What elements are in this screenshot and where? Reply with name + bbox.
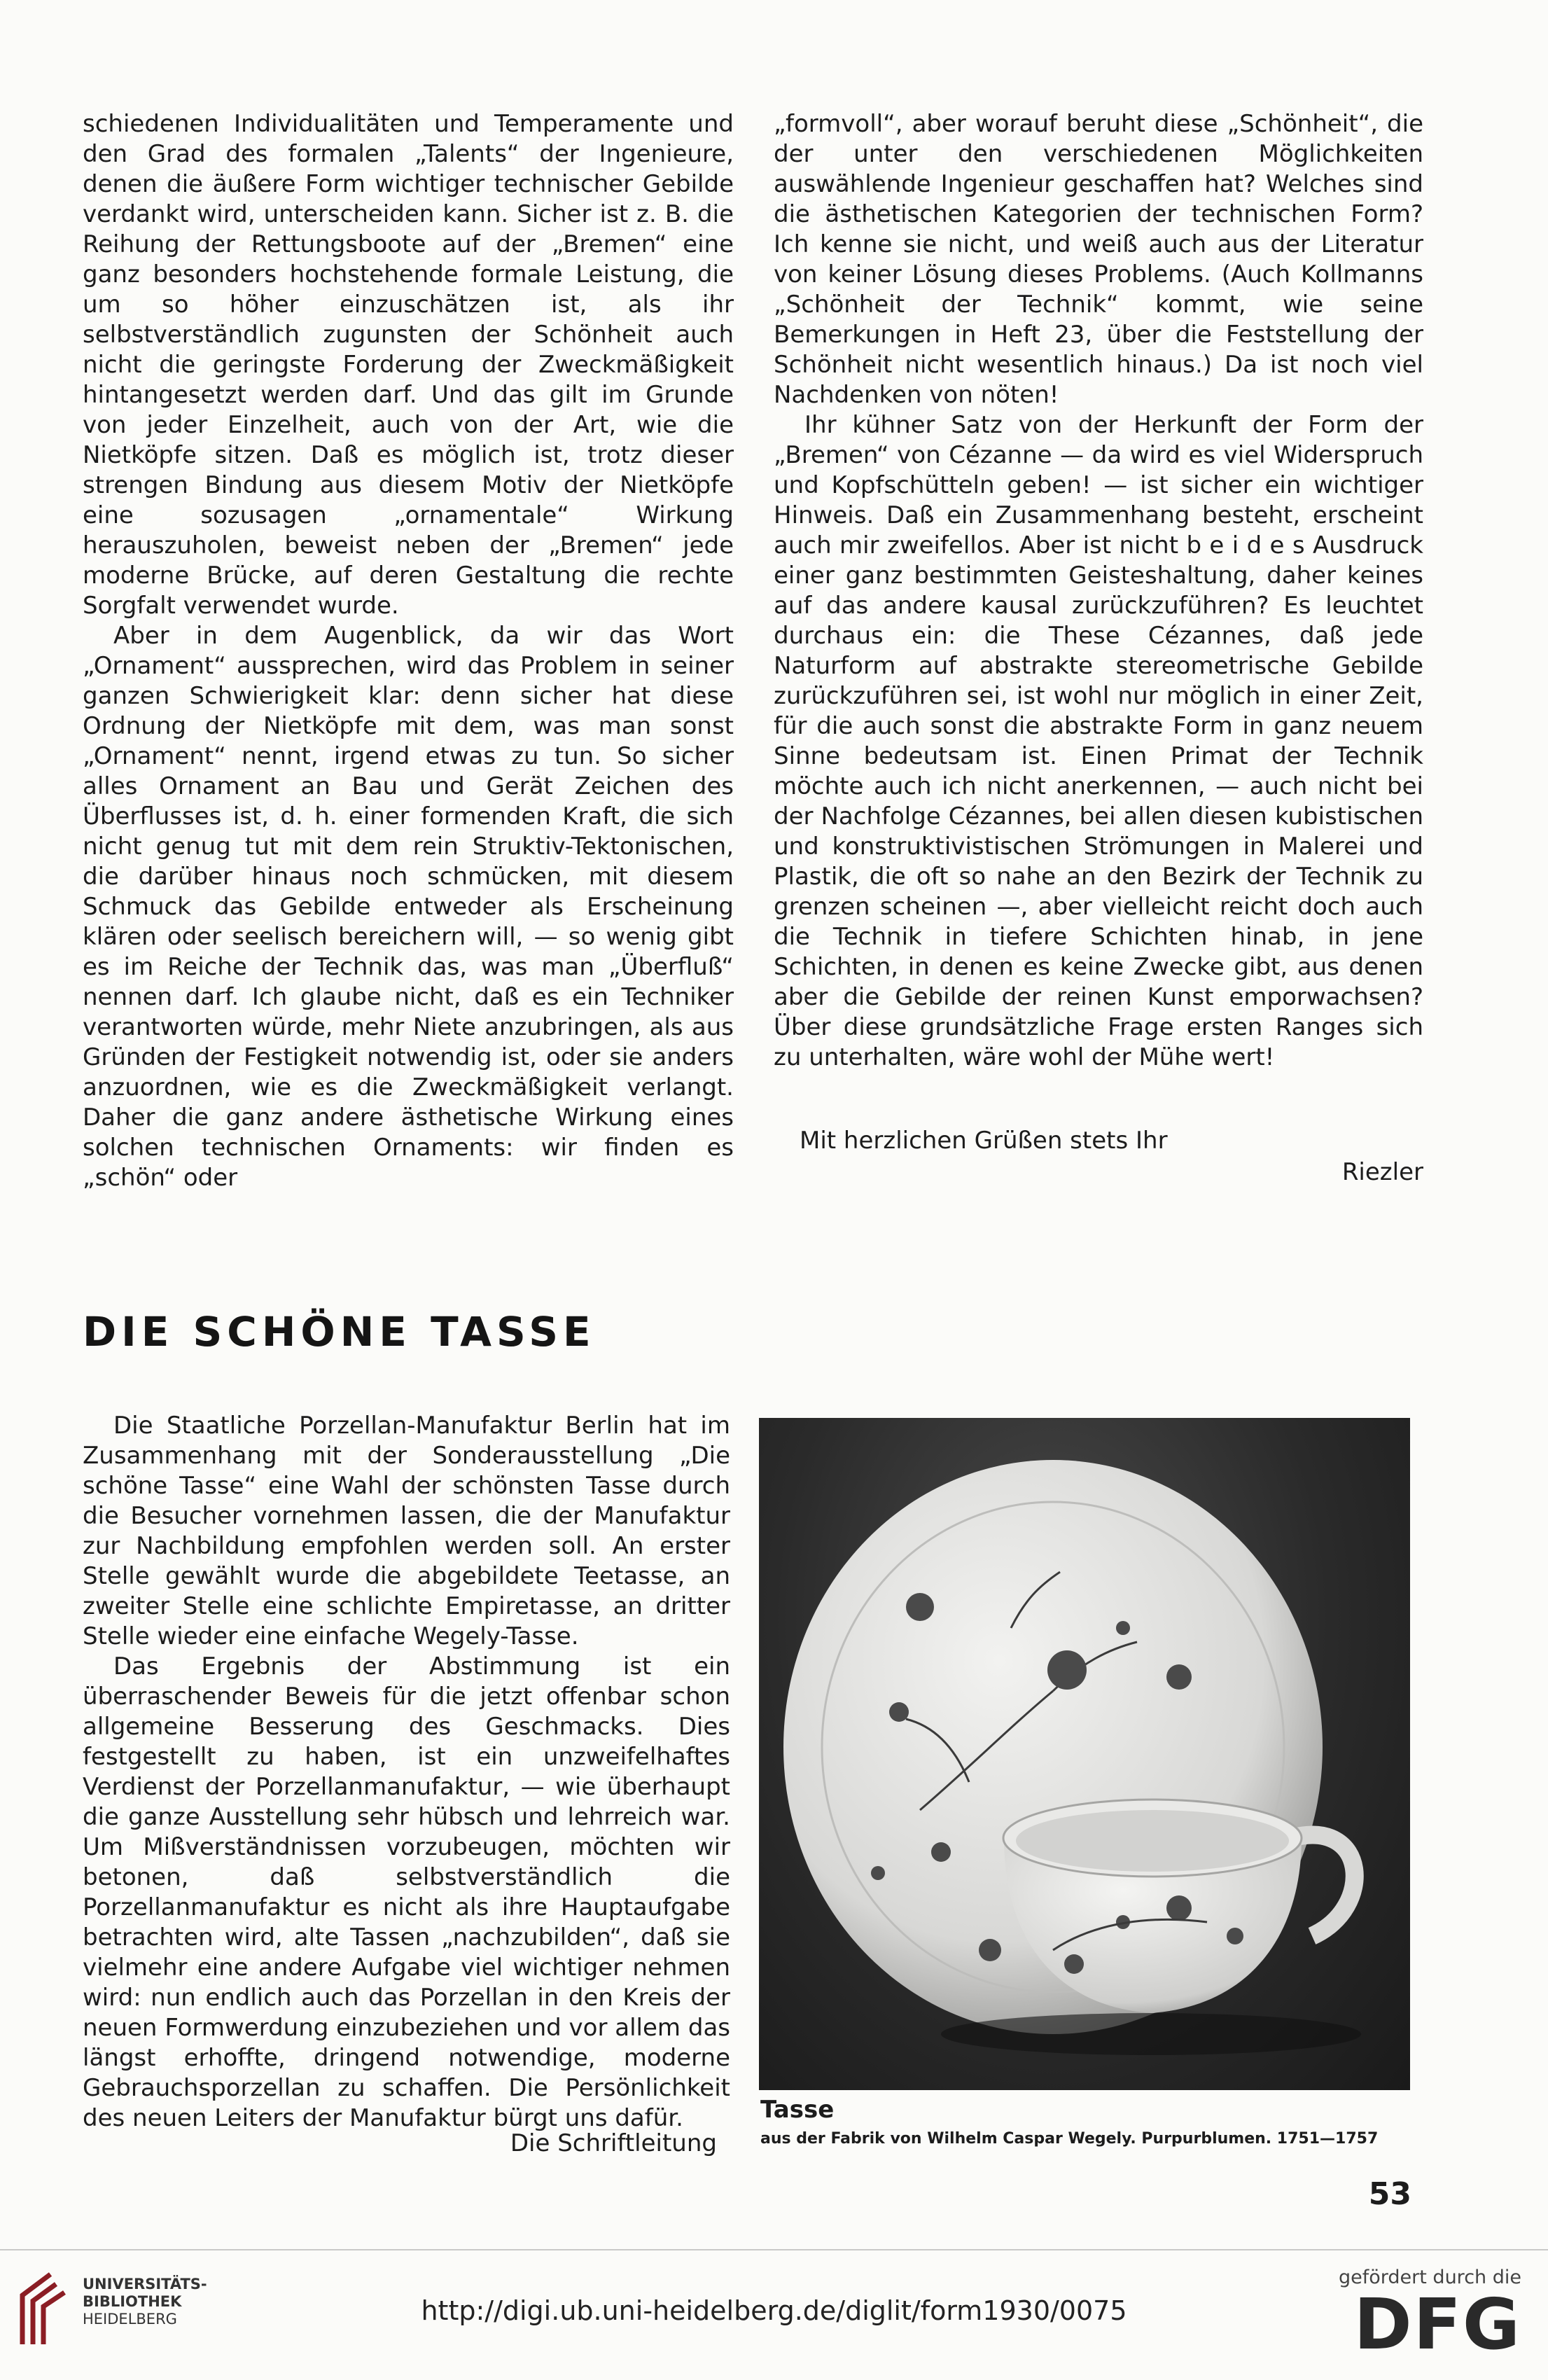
letter-left-column (83, 109, 734, 1193)
teacup-illustration (759, 1418, 1410, 2090)
article-paragraph-2: Das Ergebnis der Abstimmung ist ein überraschender Beweis für die jetzt offenbar schon allgemeine Besserung des Geschmacks. Dies festgestellt zu haben, ist ein unzweifelhaftes Verdienst der Porzellanmanufaktur, — wie überhaupt die ganze Ausstellung sehr hübsch und lehrreich war. Um Mißverständnissen vorzubeugen, möchten wir betonen, daß selbstverständlich die Porzellanmanufaktur es nicht als ihre Hauptaufgabe betrachten wird, alte Tassen „nachzubilden“, daß sie vielmehr eine andere Aufgabe viel wichtiger nehmen wird: nun endlich auch das Porzellan in den Kreis der neuen Formwerdung einzubeziehen und vor allem das längst erhoffte, dringend notwendige, moderne Gebrauchsporzellan zu schaffen. Die Persönlichkeit des neuen Leiters der Manufaktur bürgt uns dafür. (83, 1652, 730, 2132)
dfg-logo: DFG (1353, 2283, 1521, 2365)
footer-divider (0, 2249, 1548, 2250)
article-paragraph-1: Die Staatliche Porzellan-Manufaktur Berlin hat im Zusammenhang mit der Sonderausstellung „Die schöne Tasse“ eine Wahl der schönsten Tasse durch die Besucher vornehmen lassen, die der Manufaktur zur Nachbildung empfohlen werden soll. An erster Stelle gewählt wurde die abgebildete Teetasse, an zweiter Stelle eine schlichte Empiretasse, an dritter Stelle wieder eine einfache Wegely-Tasse. (83, 1412, 730, 1650)
letter-right-column (774, 109, 1423, 1073)
article-signature: Die Schriftleitung (510, 2129, 717, 2157)
letter-left-paragraph-1: schiedenen Individualitäten und Temperamente und den Grad des formalen „Talents“ der Ingenieure, denen die äußere Form wichtiger technischer Gebilde verdankt wird, unterscheiden kann. Sicher ist z. B. die Reihung der Rettungsboote auf der „Bremen“ eine ganz besonders hochstehende formale Leistung, die um so höher einzuschätzen ist, als ihr selbstverständlich zugunsten der Schönheit auch nicht die geringste Forderung der Zweckmäßigkeit hintangesetzt werden darf. Und das gilt im Grunde von jeder Einzelheit, auch von der Art, wie die Nietköpfe sitzen. Daß es möglich ist, trotz dieser strengen Bindung aus diesem Motiv der Nietköpfe eine sozusagen „ornamentale“ Wirkung herauszuholen, beweist neben der „Bremen“ jede moderne Brücke, auf deren Gestaltung die rechte Sorgfalt verwendet wurde. (83, 110, 734, 620)
letter-closing: Mit herzlichen Grüßen stets Ihr (800, 1127, 1168, 1155)
library-name-line-2: BIBLIOTHEK (83, 2293, 182, 2310)
letter-right-paragraph-1: „formvoll“, aber worauf beruht diese „Schönheit“, die der unter den verschiedenen Möglichkeiten auswählende Ingenieur geschaffen hat? Welches sind die ästhetischen Kategorien der technischen Form? Ich kenne sie nicht, und weiß auch aus der Literatur von keiner Lösung dieses Problems. (Auch Kollmanns „Schönheit der Technik“ kommt, wie seine Bemerkungen in Heft 23, über die Feststellung der Schönheit nicht wesentlich hinaus.) Da ist noch viel Nachdenken von nöten! (774, 110, 1423, 409)
teacup-photograph (759, 1418, 1410, 2090)
letter-left-paragraph-2: Aber in dem Augenblick, da wir das Wort „Ornament“ aussprechen, wird das Problem in seiner ganzen Schwierigkeit klar: denn sicher hat diese Ordnung der Nietköpfe mit dem, was man sonst „Ornament“ nennt, irgend etwas zu tun. So sicher alles Ornament an Bau und Gerät Zeichen des Überflusses ist, d. h. einer formenden Kraft, die sich nicht genug tut mit dem rein Struktiv-Tektonischen, die darüber hinaus noch schmücken, mit diesem Schmuck das Gebilde entweder als Erscheinung klären oder seelisch bereichern will, — so wenig gibt es im Reiche der Technik das, was man „Überfluß“ nennen darf. Ich glaube nicht, daß es ein Techniker verantworten würde, mehr Niete anzubringen, als aus Gründen der Festigkeit notwendig ist, oder sie anders anzuordnen, wie es die Zweckmäßigkeit verlangt. Daher die ganz andere ästhetische Wirkung eines solchen technischen Ornaments: wir finden es „schön“ oder (83, 622, 734, 1192)
footer-url-link[interactable]: http://digi.ub.uni-heidelberg.de/diglit/form1930/0075 (421, 2295, 1127, 2326)
library-name-line-1: UNIVERSITÄTS- (83, 2276, 207, 2292)
figure-caption-text: aus der Fabrik von Wilhelm Caspar Wegely. Purpurblumen. 1751—1757 (760, 2130, 1379, 2148)
figure-caption-title: Tasse (760, 2096, 835, 2124)
library-name-line-3: HEIDELBERG (83, 2311, 177, 2327)
article-body (83, 1411, 730, 2134)
page-number: 53 (1368, 2176, 1411, 2212)
letter-signature: Riezler (1341, 1158, 1423, 1186)
article-heading: DIE SCHÖNE TASSE (83, 1308, 596, 1356)
letter-right-paragraph-2: Ihr kühner Satz von der Herkunft der Form der „Bremen“ von Cézanne — da wird es viel Widerspruch und Kopfschütteln geben! — ist sicher ein wichtiger Hinweis. Daß ein Zusammenhang besteht, erscheint auch mir zweifellos. Aber ist nicht b e i d e s Ausdruck einer ganz bestimmten Geisteshaltung, daher keines auf das andere kausal zurückzuführen? Es leuchtet durchaus ein: die These Cézannes, daß jede Naturform auf abstrakte stereometrische Gebilde zurückzuführen sei, ist wohl nur möglich in einer Zeit, für die auch sonst die abstrakte Form in ganz neuem Sinne bedeutsam ist. Einen Primat der Technik möchte auch ich nicht anerkennen, — auch nicht bei der Nachfolge Cézannes, bei allen diesen kubistischen und konstruktivistischen Strömungen in Malerei und Plastik, die oft so nahe an den Bezirk der Technik zu grenzen scheinen —, aber vielleicht reicht doch auch die Technik in tiefere Schichten hinab, in jene Schichten, in denen es keine Zwecke gibt, aus denen aber die Gebilde der reinen Kunst emporwachsen? Über diese grundsätzliche Frage ersten Ranges sich zu unterhalten, wäre wohl der Mühe wert! (774, 411, 1423, 1071)
funded-by-label: gefördert durch die (1339, 2267, 1521, 2288)
